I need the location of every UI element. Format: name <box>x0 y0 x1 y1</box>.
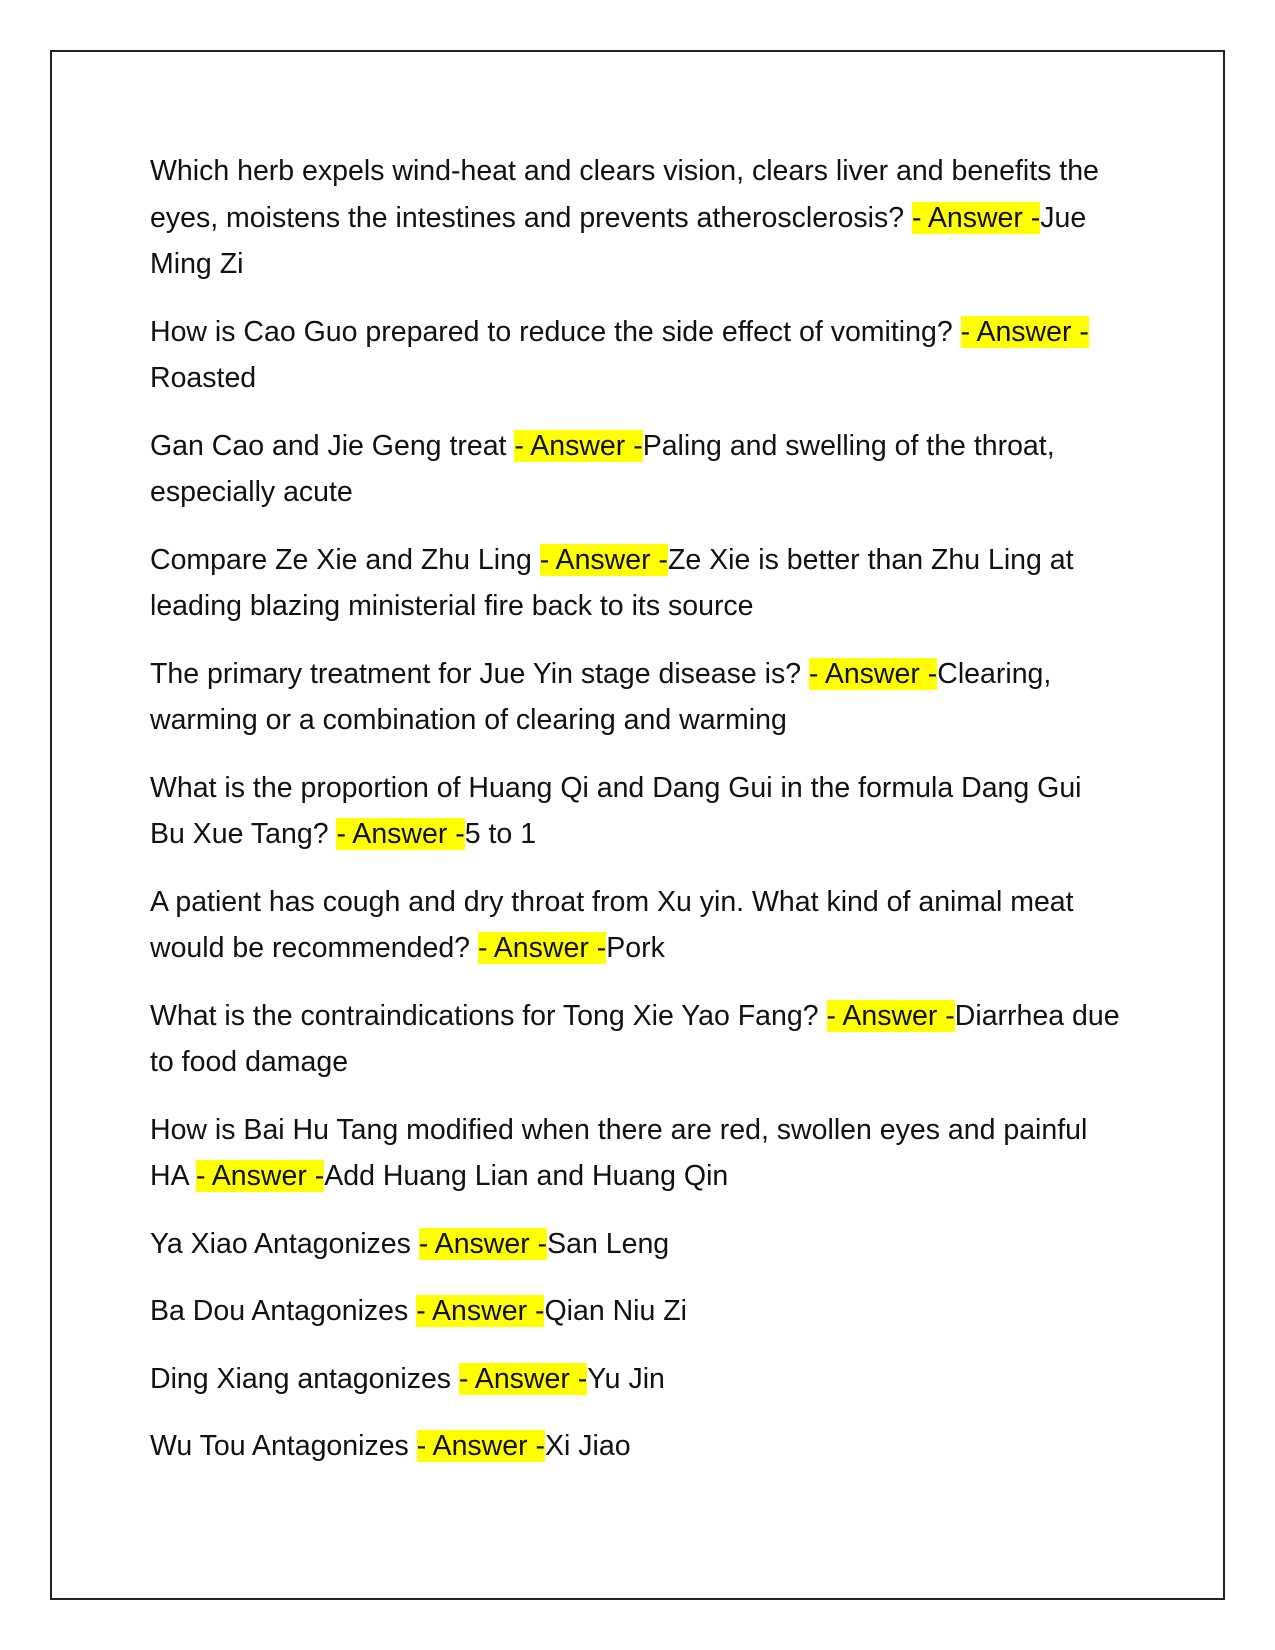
answer-text: 5 to 1 <box>464 818 537 850</box>
answer-marker: - Answer - <box>416 1430 545 1462</box>
answer-marker: - Answer - <box>808 657 938 690</box>
answer-text: Jue Ming Zi <box>150 201 1087 280</box>
answer-marker: - Answer - <box>514 429 643 462</box>
question-text: What is the proportion of Huang Qi and Dang Gui in the formula Dang Gui Bu Xue Tang? <box>150 771 1082 850</box>
answer-marker: - Answer - <box>336 818 465 850</box>
question-text: Which herb expels wind-heat and clears vision, clears liver and benefits the eyes, moistens the intestines and prevents atherosclerosis? <box>150 155 1099 234</box>
question-text: Ya Xiao Antagonizes <box>150 1227 419 1260</box>
qa-item <box>150 1107 1120 1200</box>
answer-text: Xi Jiao <box>545 1430 631 1462</box>
qa-item <box>150 651 1120 744</box>
question-text: A patient has cough and dry throat from Xu yin. What kind of animal meat would be recommended? <box>150 885 1074 964</box>
answer-text: Diarrhea due to food damage <box>150 999 1120 1078</box>
answer-text: Paling and swelling of the throat, especially acute <box>150 429 1055 508</box>
qa-item <box>150 537 1120 630</box>
question-text: How is Cao Guo prepared to reduce the side effect of vomiting? <box>150 315 961 348</box>
question-text: Wu Tou Antagonizes <box>150 1430 417 1462</box>
answer-text: Pork <box>606 932 665 964</box>
question-text: Ba Dou Antagonizes <box>150 1295 417 1327</box>
question-text: How is Bai Hu Tang modified when there are red, swollen eyes and painful HA <box>150 1113 1088 1192</box>
answer-marker: - Answer - <box>912 201 1041 234</box>
qa-item <box>150 148 1120 288</box>
answer-marker: - Answer - <box>458 1362 588 1395</box>
answer-marker: - Answer - <box>826 999 955 1032</box>
answer-text: San Leng <box>547 1227 670 1260</box>
question-text: Gan Cao and Jie Geng treat <box>150 429 515 462</box>
answer-text: Roasted <box>150 362 257 394</box>
qa-list <box>150 148 1120 1491</box>
qa-item <box>150 1423 1120 1470</box>
qa-item <box>150 879 1120 972</box>
answer-marker: - Answer - <box>418 1227 548 1260</box>
answer-marker: - Answer - <box>477 932 607 964</box>
answer-text: Qian Niu Zi <box>544 1295 688 1327</box>
question-text: The primary treatment for Jue Yin stage disease is? <box>150 657 809 690</box>
qa-item <box>150 1288 1120 1335</box>
qa-item <box>150 309 1120 402</box>
qa-item <box>150 993 1120 1086</box>
qa-item <box>150 765 1120 858</box>
question-text: Compare Ze Xie and Zhu Ling <box>150 543 540 576</box>
answer-marker: - Answer - <box>416 1295 545 1327</box>
qa-item <box>150 1221 1120 1268</box>
question-text: What is the contraindications for Tong Xie Yao Fang? <box>150 999 827 1032</box>
answer-marker: - Answer - <box>539 543 668 576</box>
answer-text: Add Huang Lian and Huang Qin <box>324 1160 729 1192</box>
qa-item <box>150 423 1120 516</box>
answer-marker: - Answer - <box>960 315 1089 348</box>
answer-text: Ze Xie is better than Zhu Ling at leading blazing ministerial fire back to its source <box>150 543 1074 622</box>
answer-text: Clearing, warming or a combination of clearing and warming <box>150 657 1052 736</box>
qa-item <box>150 1356 1120 1403</box>
question-text: Ding Xiang antagonizes <box>150 1362 459 1395</box>
answer-text: Yu Jin <box>587 1362 665 1395</box>
answer-marker: - Answer - <box>195 1160 325 1192</box>
